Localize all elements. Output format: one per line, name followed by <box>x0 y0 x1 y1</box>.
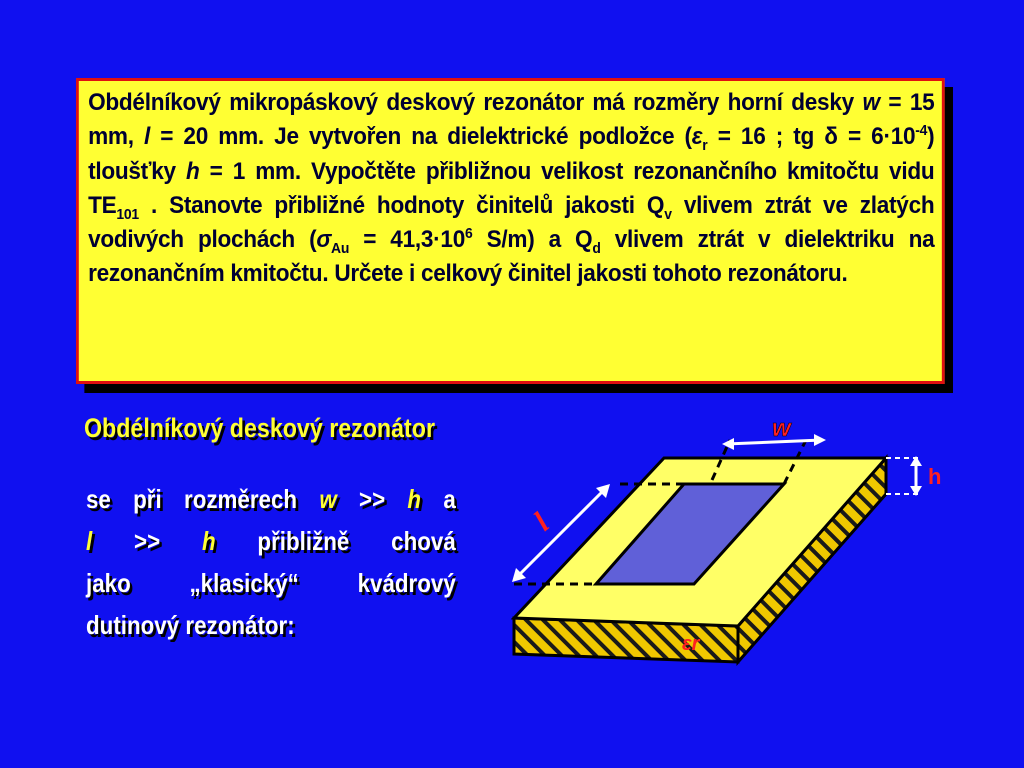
problem-text: S/m) a Q <box>472 226 593 254</box>
arrow-head <box>910 456 922 466</box>
var-sigma: σ <box>316 226 332 254</box>
problem-text: . Stanovte přibližné hodnoty činitelů jakosti Q <box>138 191 665 219</box>
section-heading: Obdélníkový deskový rezonátor <box>84 413 435 443</box>
exponent: 6 <box>464 225 473 243</box>
problem-text: = 20 mm. Je vytvořen na dielektrické podložce ( <box>149 123 692 151</box>
var-l: l <box>86 526 93 556</box>
problem-text: = 15 mm, <box>88 89 935 151</box>
label-h: h <box>928 464 942 489</box>
arrow-head <box>814 434 826 446</box>
var-w: w <box>319 484 337 514</box>
problem-statement-box <box>76 78 945 384</box>
text: přibližně chová <box>215 526 456 556</box>
resonator-diagram <box>500 410 960 670</box>
var-epsilon: ε <box>691 123 703 151</box>
label-l: l <box>527 506 556 538</box>
var-w: w <box>862 89 880 116</box>
text: se při rozměrech <box>86 484 320 514</box>
var-l: l <box>143 123 150 151</box>
problem-text: vlivem ztrát v dielektriku na rezonančním kmitočtu. Určete i celkový činitel jakosti tohoto rezonátoru. <box>88 226 935 288</box>
text: >> <box>336 484 408 514</box>
qv-subscript: v <box>664 205 672 223</box>
exponent: -4 <box>915 122 928 140</box>
text: >> <box>92 526 202 556</box>
arrow-head <box>722 438 734 450</box>
problem-text: = 1 mm. Vypočtěte přibližnou velikost rezonančního kmitočtu vidu TE <box>88 157 935 219</box>
problem-text: Obdélníkový mikropáskový deskový rezonátor má rozměry horní desky <box>88 89 863 116</box>
var-h: h <box>407 484 422 514</box>
problem-text: ) tloušťky <box>88 123 935 185</box>
description-line <box>86 520 456 562</box>
mode-subscript: 101 <box>116 205 139 223</box>
sigma-subscript: Au <box>331 240 350 258</box>
label-epsilon-r: εr <box>682 633 700 655</box>
description-line: dutinový rezonátor: <box>86 610 295 640</box>
label-w: w <box>772 415 791 442</box>
arrow-head <box>910 486 922 496</box>
text: a <box>421 484 456 514</box>
epsilon-subscript: r <box>702 137 708 155</box>
qd-subscript: d <box>592 240 601 258</box>
var-h: h <box>201 526 216 556</box>
description-text <box>86 478 456 646</box>
var-h: h <box>185 157 200 185</box>
problem-text: = 41,3·10 <box>349 226 465 254</box>
problem-text: vlivem ztrát ve zlatých vodivých plochách ( <box>88 191 935 254</box>
description-line: jako „klasický“ kvádrový <box>86 568 456 598</box>
description-line <box>86 478 456 520</box>
problem-text: = 16 ; tg δ = 6·10 <box>707 123 916 151</box>
